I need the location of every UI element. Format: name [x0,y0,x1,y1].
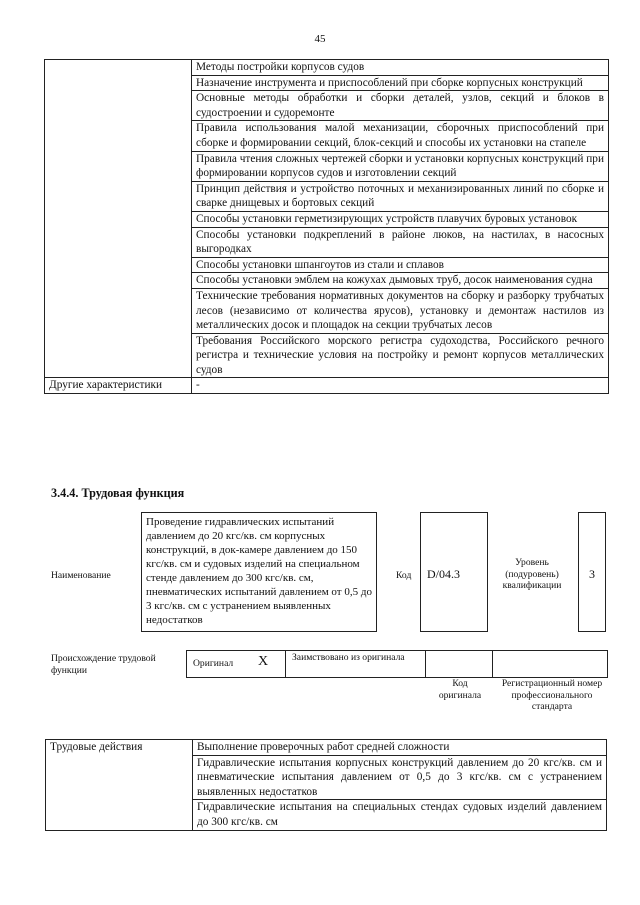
origin-label: Происхождение трудовой функции [51,653,156,676]
knowledge-item: Принцип действия и устройство поточных и механизированных линий по сборке и сварке днищевых и бортовых секций [192,181,609,211]
action-item: Выполнение проверочных работ средней сложности [193,740,607,756]
knowledge-item: Способы установки шпангоутов из стали и сплавов [192,257,609,273]
actions-table [45,739,607,831]
knowledge-item: Технические требования нормативных документов на сборку и разборку трубчатых лесов (независимо от количества ярусов), установку и демонтаж настилов из металлических досок и площадок на секции трубчатых лесов [192,288,609,333]
knowledge-item: Способы установки герметизирующих устройств плавучих буровых установок [192,211,609,227]
code-label: Код [396,570,412,581]
qualification-level: 3 [578,512,606,632]
code-original-label: Код оригинала [438,678,482,701]
knowledge-item: Методы постройки корпусов судов [192,60,609,76]
level-label: Уровень (подуровень) квалификации [502,557,562,591]
name-label: Наименование [51,570,111,581]
action-item: Гидравлические испытания корпусных конструкций давлением до 20 кгс/кв. см и пневматические испытания давлением от 0,5 до 3 кгс/кв. см с устранением выявленных недостатков [193,755,607,800]
function-name: Проведение гидравлических испытаний давлением до 20 кгс/кв. см корпусных конструкций, в док-камере давлением до 150 кгс/кв. см и судовых изделий на специальном стенде давлением до 300 кгс/кв. см, пневматических испытаний давлением от 0,5 до 3 кгс/кв. см с устранением выявленных недостатков [141,512,377,632]
knowledge-item: Правила чтения сложных чертежей сборки и установки корпусных конструкций при формировании корпусов судов и изготовлении секций [192,151,609,181]
knowledge-item: Основные методы обработки и сборки деталей, узлов, секций и блоков в судостроении и судоремонте [192,91,609,121]
knowledge-item: Требования Российского морского регистра судоходства, Российского речного регистра и технические условия на постройку и ремонт корпусов металлических судов [192,333,609,378]
original-label: Оригинал [193,658,234,669]
knowledge-item: Правила использования малой механизации, сборочных приспособлений при сборке и формировании секций, блок-секций и способы их установки на стапеле [192,121,609,151]
borrowed-label: Заимствовано из оригинала [292,652,405,663]
other-characteristics-value: - [192,378,609,394]
knowledge-label-cell [45,60,192,378]
original-mark: X [258,654,269,669]
actions-label: Трудовые действия [46,740,193,756]
page-number: 45 [314,33,326,45]
action-item: Гидравлические испытания на специальных стендах судовых изделий давлением до 300 кгс/кв. см [193,800,607,830]
knowledge-item: Назначение инструмента и приспособлений при сборке корпусных конструкций [192,75,609,91]
section-title: 3.4.4. Трудовая функция [51,486,185,500]
reg-number-label: Регистрационный номер профессионального стандарта [501,678,603,712]
other-characteristics-label: Другие характеристики [45,378,192,394]
function-code: D/04.3 [420,512,488,632]
knowledge-item: Способы установки эмблем на кожухах дымовых труб, досок наименования судна [192,273,609,289]
knowledge-item: Способы установки подкреплений в районе люков, на настилах, в насосных выгородках [192,227,609,257]
knowledge-table [44,59,609,394]
